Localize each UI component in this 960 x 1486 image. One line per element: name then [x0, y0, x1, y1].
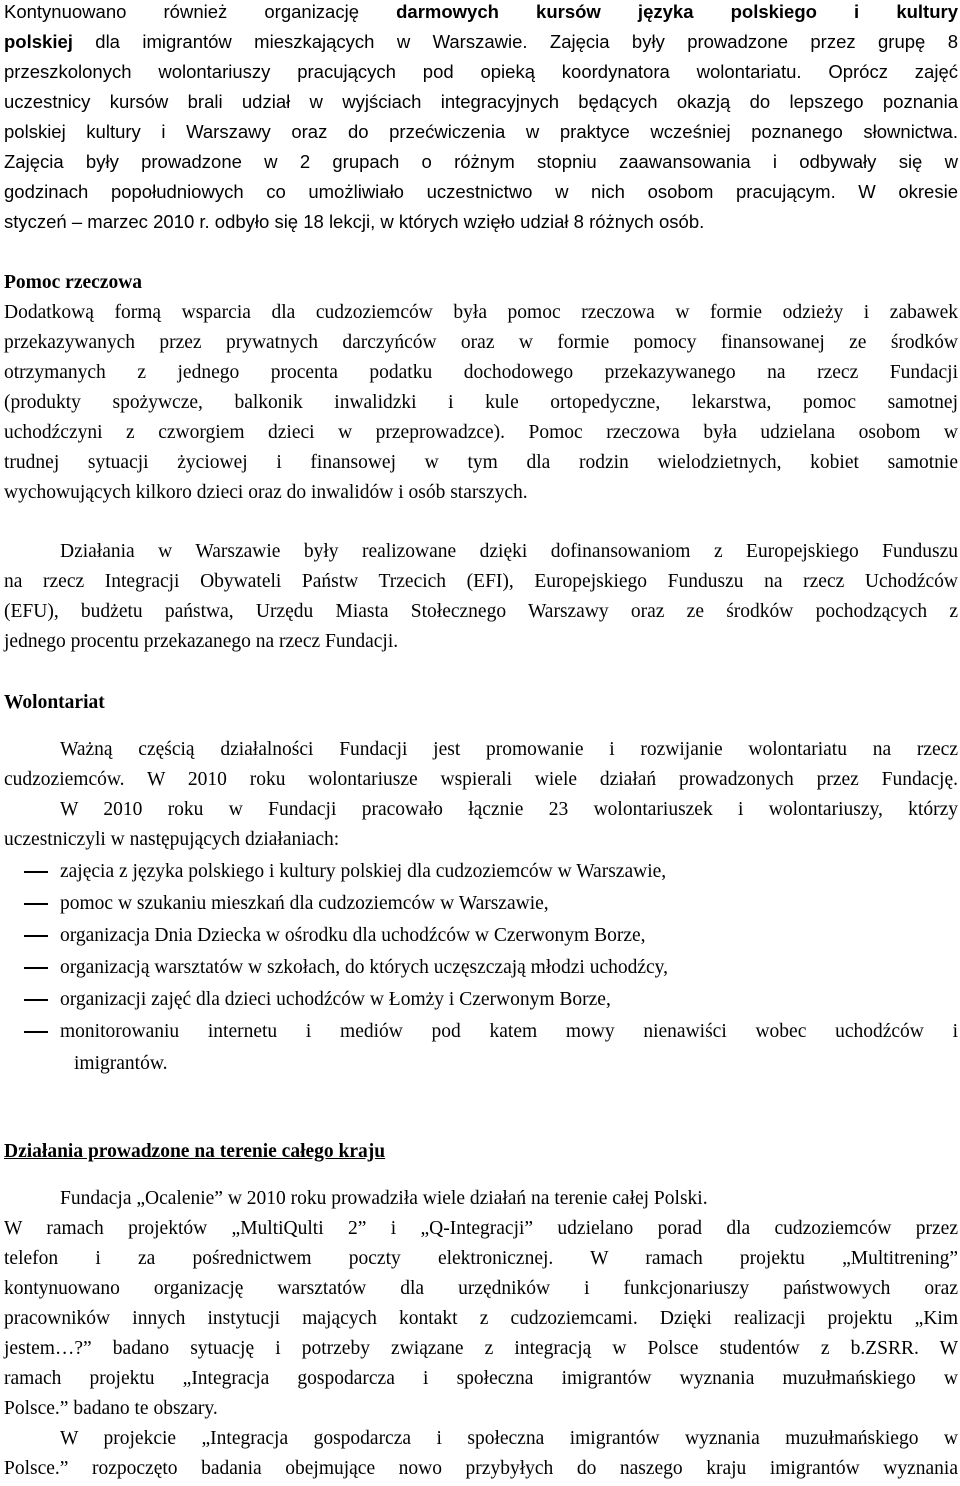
volunteering-paragraph — [4, 735, 958, 855]
text-line — [4, 27, 958, 57]
text-line: godzinach popołudniowych co umożliwiało uczestnictwo w nich osobom pracującym. W okresie — [4, 181, 958, 202]
text-line: Fundacja „Ocalenie” w 2010 roku prowadziła wiele działań na terenie całej Polski. — [60, 1188, 708, 1209]
bold-text: darmowych kursów języka polskiego i kultury — [396, 1, 958, 22]
list-item-text: organizacja Dnia Dziecka w ośrodku dla uchodźców w Czerwonym Borze, — [60, 925, 646, 946]
list-item-text: monitorowaniu internetu i mediów pod katem mowy nienawiści wobec uchodźców i — [60, 1021, 958, 1042]
list-item-continuation — [14, 1048, 958, 1080]
volunteering-heading-block — [4, 688, 958, 718]
text-line: polskiej kultury i Warszawy oraz do przećwiczenia w praktyce wcześniej poznanego słownictwa. — [4, 121, 958, 142]
text-line: wychowujących kilkoro dzieci oraz do inwalidów i osób starszych. — [4, 482, 528, 503]
dash-bullet-icon — [24, 871, 48, 873]
courses-paragraph — [4, 0, 958, 237]
volunteer-activities-list — [14, 856, 958, 1080]
text-line: Działania w Warszawie były realizowane dzięki dofinansowaniom z Europejskiego Funduszu — [60, 541, 958, 562]
text-line: Zajęcia były prowadzone w 2 grupach o różnym stopniu zaawansowania i odbywały się w — [4, 151, 958, 172]
section-heading: Pomoc rzeczowa — [4, 272, 143, 293]
list-item — [14, 984, 958, 1016]
text-line — [4, 0, 958, 27]
text-line: (EFU), budżetu państwa, Urzędu Miasta Stołecznego Warszawy oraz ze środków pochodzących z — [4, 601, 958, 622]
text-line: ramach projektu „Integracja gospodarcza i społeczna imigrantów wyznania muzułmańskiego w — [4, 1368, 958, 1389]
text-line: przeszkolonych wolontariuszy pracujących pod opieką koordynatora wolontariatu. Oprócz zajęć — [4, 61, 958, 82]
section-heading: Działania prowadzone na terenie całego kraju — [4, 1141, 386, 1162]
nationwide-paragraph — [4, 1184, 958, 1484]
list-item-text: pomoc w szukaniu mieszkań dla cudzoziemców w Warszawie, — [60, 893, 549, 914]
text-line: cudzoziemców. W 2010 roku wolontariusze wspierali wiele działań prowadzonych przez Fundację. — [4, 769, 958, 790]
list-item-text: imigrantów. — [74, 1053, 168, 1074]
list-item-text: organizacji zajęć dla dzieci uchodźców w Łomży i Czerwonym Borze, — [60, 989, 611, 1010]
text-line: uczestnicy kursów brali udział w wyjściach integracyjnych będących okazją do lepszego poznania — [4, 91, 958, 112]
text-line: W 2010 roku w Fundacji pracowało łącznie 23 wolontariuszek i wolontariuszy, którzy — [60, 799, 958, 820]
text-line: trudnej sytuacji życiowej i finansowej w tym dla rodzin wielodzietnych, kobiet samotnie — [4, 452, 958, 473]
text-line: Dodatkową formą wsparcia dla cudzoziemców była pomoc rzeczowa w formie odzieży i zabawek — [4, 302, 958, 323]
funding-paragraph — [4, 537, 958, 657]
text-line: kontynuowano organizację warsztatów dla urzędników i funkcjonariuszy państwowych oraz — [4, 1278, 958, 1299]
text-line: otrzymanych z jednego procenta podatku dochodowego przekazywanego na rzecz Fundacji — [4, 362, 958, 383]
text-line: uchodźczyni z czworgiem dzieci w przeprowadzce). Pomoc rzeczowa była udzielana osobom w — [4, 422, 958, 443]
list-item-text: organizacją warsztatów w szkołach, do których uczęszczają młodzi uchodźcy, — [60, 957, 669, 978]
text-line: jestem…?” badano sytuację i potrzeby związane z integracją w Polsce studentów z b.ZSRR. W — [4, 1338, 958, 1359]
dash-bullet-icon — [24, 935, 48, 937]
list-item — [14, 856, 958, 888]
text-line: na rzecz Integracji Obywateli Państw Trzecich (EFI), Europejskiego Funduszu na rzecz Uchodźców — [4, 571, 958, 592]
text-span: dla imigrantów mieszkających w Warszawie. Zajęcia były prowadzone przez grupę 8 — [72, 31, 958, 52]
text-span: Kontynuowano również organizację — [4, 1, 397, 22]
dash-bullet-icon — [24, 999, 48, 1001]
list-item — [14, 952, 958, 984]
section-heading: Wolontariat — [4, 692, 105, 713]
text-line: Ważną częścią działalności Fundacji jest promowanie i rozwijanie wolontariatu na rzecz — [60, 739, 958, 760]
text-line: styczeń – marzec 2010 r. odbyło się 18 lekcji, w których wzięło udział 8 różnych osób. — [4, 211, 705, 232]
text-line: W ramach projektów „MultiQulti 2” i „Q-Integracji” udzielano porad dla cudzoziemców przez — [4, 1218, 958, 1239]
text-line: uczestniczyli w następujących działaniach: — [4, 829, 340, 850]
text-line: przekazywanych przez prywatnych darczyńców oraz w formie pomocy finansowanej ze środków — [4, 332, 958, 353]
text-line: pracowników innych instytucji mających kontakt z cudzoziemcami. Dzięki realizacji projektu „Kim — [4, 1308, 958, 1329]
text-line: Polsce.” badano te obszary. — [4, 1398, 218, 1419]
list-item — [14, 888, 958, 920]
text-line: jednego procentu przekazanego na rzecz Fundacji. — [4, 631, 399, 652]
text-line: Polsce.” rozpoczęto badania obejmujące nowo przybyłych do naszego kraju imigrantów wyznania — [4, 1458, 958, 1479]
material-aid-section — [4, 268, 958, 508]
text-line: telefon i za pośrednictwem poczty elektronicznej. W ramach projektu „Multitrening” — [4, 1248, 958, 1269]
dash-bullet-icon — [24, 967, 48, 969]
dash-bullet-icon — [24, 1031, 48, 1033]
text-line: (produkty spożywcze, balkonik inwalidzki i kule ortopedyczne, lekarstwa, pomoc samotnej — [4, 392, 958, 413]
list-item — [14, 920, 958, 952]
bold-text: polskiej — [4, 31, 73, 52]
list-item-text: zajęcia z języka polskiego i kultury polskiej dla cudzoziemców w Warszawie, — [60, 861, 667, 882]
list-item — [14, 1016, 958, 1048]
dash-bullet-icon — [24, 903, 48, 905]
nationwide-heading-block — [4, 1137, 958, 1167]
text-line: W projekcie „Integracja gospodarcza i społeczna imigrantów wyznania muzułmańskiego w — [60, 1428, 958, 1449]
